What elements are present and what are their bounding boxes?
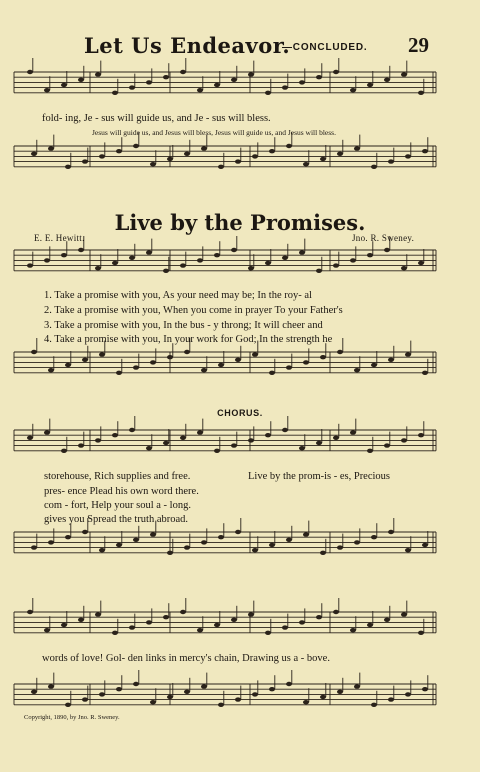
system1-alto-lyrics: Jesus will guide us, and Jesus will bless, Jesus will guide us, and Jesus will bless. [92, 128, 336, 137]
hymn-title-header: Let Us Endeavor. [84, 33, 291, 58]
staff [14, 670, 436, 707]
verse-2: 2. Take a promise with you, When you come in prayer To your Father's [44, 305, 343, 316]
song-title: Live by the Promises. [114, 210, 366, 235]
chorus-lyrics-1: Live by the prom-is - es, Precious [248, 471, 391, 482]
verse-4: 4. Take a promise with you, In your work for God; In the strength he [44, 334, 333, 345]
continuation-4: gives you Spread the truth abroad. [44, 514, 189, 525]
author-credit: E. E. Hewitt. [34, 233, 85, 243]
chorus-label: CHORUS. [217, 408, 263, 418]
system1-lyrics: fold- ing, Je - sus will guide us, and Je - sus will bless. [42, 113, 271, 124]
staff [14, 598, 436, 635]
chorus-lyrics-2: words of love! Gol- den links in mercy's chain, Drawing us a - bove. [42, 653, 330, 664]
staff [14, 416, 436, 453]
staff [14, 58, 436, 95]
continuation-1: storehouse, Rich supplies and free. [44, 471, 191, 482]
concluded-label: —CONCLUDED. [282, 42, 368, 53]
continuation-3: com - fort, Help your soul a - long. [44, 500, 191, 511]
page-number: 29 [408, 33, 429, 57]
verse-3: 3. Take a promise with you, In the bus - y throng; It will cheer and [44, 320, 323, 331]
composer-credit: Jno. R. Sweney. [352, 233, 415, 243]
continuation-2: pres- ence Plead his own word there. [44, 486, 199, 497]
staff [14, 132, 436, 169]
verse-1: 1. Take a promise with you, As your need may be; In the roy- al [44, 290, 312, 301]
copyright-notice: Copyright, 1890, by Jno. R. Sweney. [24, 714, 120, 721]
